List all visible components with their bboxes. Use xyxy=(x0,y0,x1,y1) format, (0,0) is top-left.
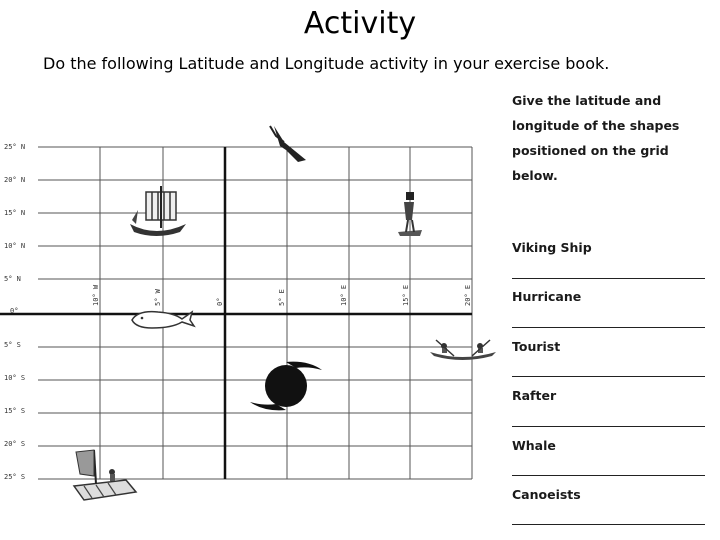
question-label: Rafter xyxy=(512,388,557,403)
lat-label: 15° S xyxy=(4,407,26,415)
question-hurricane xyxy=(512,289,705,304)
lat-label: 15° N xyxy=(4,209,26,217)
answer-line[interactable] xyxy=(512,426,705,427)
seagull-icon xyxy=(262,122,312,166)
lon-label: 0° xyxy=(216,297,224,306)
question-canoeists xyxy=(512,487,705,502)
lat-label: 25° N xyxy=(4,143,26,151)
question-label: Whale xyxy=(512,438,556,453)
slide-subtitle: Do the following Latitude and Longitude activity in your exercise book. xyxy=(43,54,610,73)
lon-label: 15° E xyxy=(402,284,410,306)
lat-label: 20° S xyxy=(4,440,26,448)
answer-line[interactable] xyxy=(512,524,705,525)
lat-label: 5° N xyxy=(4,275,21,283)
lon-label: 5° E xyxy=(278,289,286,306)
answer-line[interactable] xyxy=(512,475,705,476)
lat-label: 25° S xyxy=(4,473,26,481)
instruction-line: Give the latitude and xyxy=(512,93,662,108)
hurricane-icon xyxy=(248,358,328,414)
answer-line[interactable] xyxy=(512,278,705,279)
lon-label: 10° E xyxy=(340,284,348,306)
question-label: Hurricane xyxy=(512,289,582,304)
lon-label: 10° W xyxy=(92,284,100,306)
lat-label: 0° xyxy=(10,307,19,315)
instruction-line: below. xyxy=(512,168,558,183)
question-label: Tourist xyxy=(512,339,561,354)
lon-label: 5° W xyxy=(154,289,162,306)
questions-panel xyxy=(512,88,712,502)
viking-ship-icon xyxy=(124,184,190,242)
lat-label: 20° N xyxy=(4,176,26,184)
tourist-icon xyxy=(392,190,428,238)
instruction-line: positioned on the grid xyxy=(512,143,669,158)
instructions xyxy=(512,88,712,188)
canoe-icon xyxy=(428,336,498,362)
lon-label: 20° E xyxy=(464,284,472,306)
answer-line[interactable] xyxy=(512,327,705,328)
question-tourist xyxy=(512,339,705,354)
lat-label: 5° S xyxy=(4,341,21,349)
raft-icon xyxy=(70,444,140,504)
instruction-line: longitude of the shapes xyxy=(512,118,680,133)
question-viking-ship xyxy=(512,240,705,255)
whale-icon xyxy=(128,306,198,332)
question-whale xyxy=(512,438,705,453)
lat-long-grid xyxy=(0,118,505,538)
question-rafter xyxy=(512,388,705,403)
question-label: Viking Ship xyxy=(512,240,592,255)
lat-label: 10° S xyxy=(4,374,26,382)
answer-line[interactable] xyxy=(512,376,705,377)
slide-title: Activity xyxy=(303,6,417,41)
question-label: Canoeists xyxy=(512,487,581,502)
lat-label: 10° N xyxy=(4,242,26,250)
